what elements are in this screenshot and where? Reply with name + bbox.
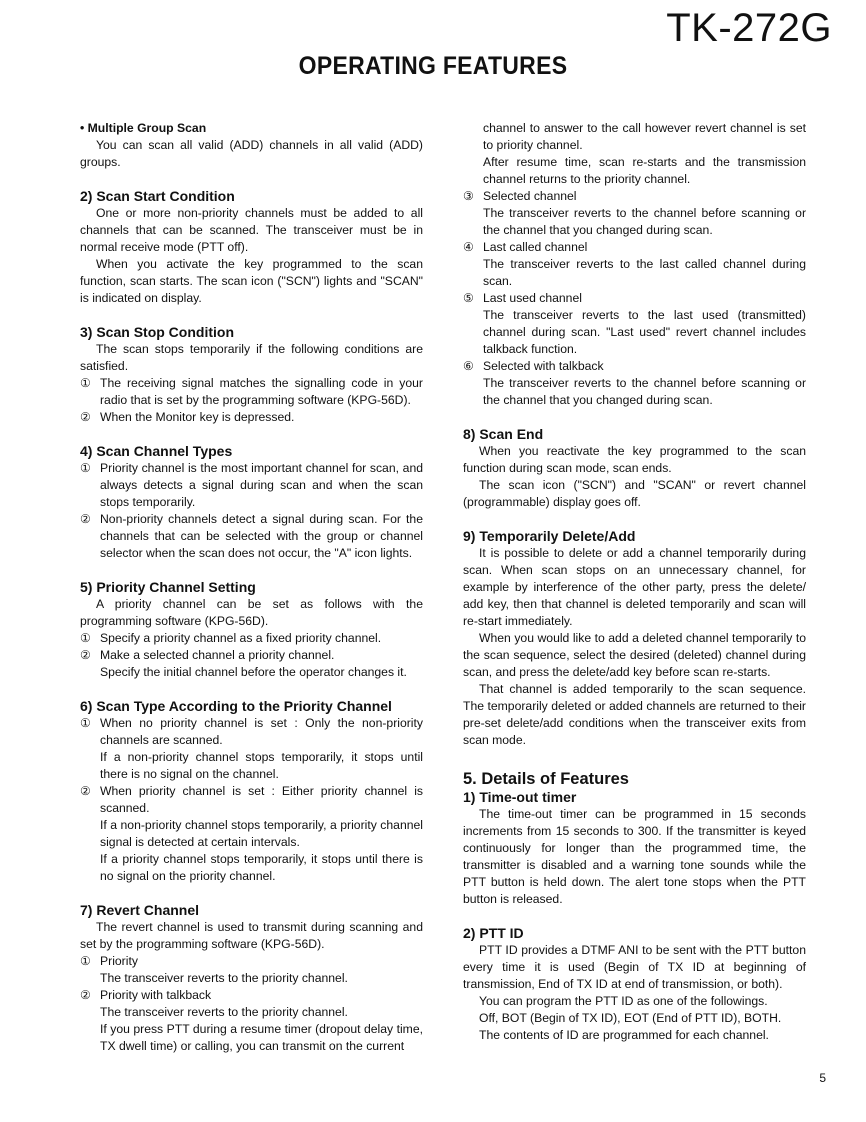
item-text: Make a selected channel a priority channel.: [100, 648, 335, 662]
section-heading: 5) Priority Channel Setting: [80, 579, 256, 595]
section-heading: 2) PTT ID: [463, 925, 524, 941]
item-text: The receiving signal matches the signalling code in your radio that is set by the programming software (KPG-56D).: [100, 376, 423, 407]
paragraph: When you activate the key programmed to the scan function, scan starts. The scan icon ("SCN") lights and "SCAN" is indicated on display.: [80, 257, 423, 305]
item-detail: After resume time, scan re-starts and the transmission channel returns to the priority channel.: [483, 155, 806, 186]
item-detail: channel to answer to the call however revert channel is set to priority channel.: [483, 121, 806, 152]
item-detail: If a non-priority channel stops temporarily, it stops until there is no signal on the channel.: [100, 750, 423, 781]
item-number: ①: [80, 376, 91, 390]
paragraph: That channel is added temporarily to the scan sequence. The temporarily deleted or added channels are returned to their pre-set delete/add conditions when the transceiver exits from scan mode.: [463, 682, 806, 747]
item-number: ⑤: [463, 291, 474, 305]
item-number: ①: [80, 631, 91, 645]
section-heading: 6) Scan Type According to the Priority Channel: [80, 698, 392, 714]
chapter-heading: 5. Details of Features: [463, 770, 629, 788]
section-heading: 9) Temporarily Delete/Add: [463, 528, 636, 544]
section-heading: 3) Scan Stop Condition: [80, 324, 234, 340]
item-text: Specify a priority channel as a fixed priority channel.: [100, 631, 382, 645]
right-column: [463, 120, 806, 1044]
item-text: Last called channel: [483, 240, 588, 254]
list-item: [80, 715, 423, 749]
section-heading: 2) Scan Start Condition: [80, 188, 235, 204]
paragraph: You can scan all valid (ADD) channels in all valid (ADD) groups.: [80, 138, 423, 169]
section-heading: 1) Time-out timer: [463, 789, 577, 805]
item-number: ①: [80, 716, 91, 730]
item-detail: Specify the initial channel before the operator changes it.: [100, 665, 407, 679]
list-item: [80, 409, 423, 426]
item-number: ②: [80, 988, 91, 1002]
paragraph: A priority channel can be set as follows with the programming software (KPG-56D).: [80, 597, 423, 628]
list-item: [463, 358, 806, 375]
list-item: [463, 290, 806, 307]
item-text: Selected with talkback: [483, 359, 604, 373]
list-item: [80, 783, 423, 817]
item-detail: The transceiver reverts to the priority channel.: [100, 971, 348, 985]
item-detail: If a priority channel stops temporarily, it stops until there is no signal on the priority channel.: [100, 852, 423, 883]
multiple-group-scan-heading: • Multiple Group Scan: [80, 121, 207, 135]
list-item: [463, 188, 806, 205]
paragraph: It is possible to delete or add a channel temporarily during scan. When scan stops on an unnecessary channel, for example by interference of the other party, press the delete/ add key, then that channel is deleted temporarily and scan will re-start immediately.: [463, 546, 806, 628]
item-text: Priority with talkback: [100, 988, 212, 1002]
item-detail: The transceiver reverts to the channel before scanning or the channel that you changed during scan.: [483, 376, 806, 407]
item-text: When no priority channel is set : Only the non-priority channels are scanned.: [100, 716, 423, 747]
item-text: Non-priority channels detect a signal during scan. For the channels that can be selected with the group or channel selector when the scan does not occur, the "A" icon lights.: [100, 512, 423, 560]
item-detail: If a non-priority channel stops temporarily, a priority channel signal is detected at certain intervals.: [100, 818, 423, 849]
item-number: ①: [80, 954, 91, 968]
item-number: ③: [463, 189, 474, 203]
item-number: ④: [463, 240, 474, 254]
paragraph: When you reactivate the key programmed to the scan function during scan mode, scan ends.: [463, 444, 806, 475]
model-number: TK-272G: [666, 6, 832, 50]
paragraph: You can program the PTT ID as one of the followings.: [479, 994, 768, 1008]
list-item: [80, 647, 423, 664]
item-detail: The transceiver reverts to the channel before scanning or the channel that you changed during scan.: [483, 206, 806, 237]
list-item: [463, 239, 806, 256]
item-text: Priority channel is the most important channel for scan, and always detects a signal during scan and when the scan stops temporarily.: [100, 461, 423, 509]
list-item: [80, 460, 423, 511]
item-number: ②: [80, 512, 91, 526]
list-item: [80, 953, 423, 970]
item-text: When the Monitor key is depressed.: [100, 410, 295, 424]
list-item: [80, 630, 423, 647]
paragraph: PTT ID provides a DTMF ANI to be sent with the PTT button every time it is used (Begin of TX ID at beginning of transmission, End of TX ID at end of transmission, or both).: [463, 943, 806, 991]
left-column: [80, 120, 423, 1055]
paragraph: The revert channel is used to transmit during scanning and set by the programming software (KPG-56D).: [80, 920, 423, 951]
item-text: Priority: [100, 954, 138, 968]
list-item: [80, 987, 423, 1004]
item-number: ①: [80, 461, 91, 475]
paragraph: Off, BOT (Begin of TX ID), EOT (End of PTT ID), BOTH.: [479, 1011, 782, 1025]
paragraph: When you would like to add a deleted channel temporarily to the scan sequence, select the desired (deleted) channel during scan, and press the delete/add key before scan re-starts.: [463, 631, 806, 679]
list-item: [80, 511, 423, 562]
item-number: ②: [80, 648, 91, 662]
page-title: OPERATING FEATURES: [298, 52, 568, 80]
page-number: 5: [819, 1071, 826, 1085]
item-detail: The transceiver reverts to the last used (transmitted) channel during scan. "Last used" revert channel includes talkback function.: [483, 308, 806, 356]
item-detail: If you press PTT during a resume timer (dropout delay time, TX dwell time) or calling, you can transmit on the current: [100, 1022, 423, 1053]
section-heading: 4) Scan Channel Types: [80, 443, 233, 459]
item-number: ②: [80, 784, 91, 798]
item-number: ②: [80, 410, 91, 424]
item-detail: The transceiver reverts to the last called channel during scan.: [483, 257, 806, 288]
list-item: [80, 375, 423, 409]
paragraph: The scan stops temporarily if the following conditions are satisfied.: [80, 342, 423, 373]
item-text: When priority channel is set : Either priority channel is scanned.: [100, 784, 423, 815]
paragraph: The time-out timer can be programmed in 15 seconds increments from 15 seconds to 300. If the transmitter is keyed continuously for longer than the programmed time, the transmitter is disabled and a warning tone sounds while the PTT button is held down. The alert tone stops when the PTT button is released.: [463, 807, 806, 906]
item-text: Selected channel: [483, 189, 577, 203]
item-text: Last used channel: [483, 291, 582, 305]
paragraph: The contents of ID are programmed for each channel.: [479, 1028, 769, 1042]
section-heading: 8) Scan End: [463, 426, 544, 442]
item-detail: The transceiver reverts to the priority channel.: [100, 1005, 348, 1019]
section-heading: 7) Revert Channel: [80, 902, 200, 918]
paragraph: One or more non-priority channels must be added to all channels that can be scanned. The transceiver must be in normal receive mode (PTT off).: [80, 206, 423, 254]
paragraph: The scan icon ("SCN") and "SCAN" or revert channel (programmable) display goes off.: [463, 478, 806, 509]
item-number: ⑥: [463, 359, 474, 373]
